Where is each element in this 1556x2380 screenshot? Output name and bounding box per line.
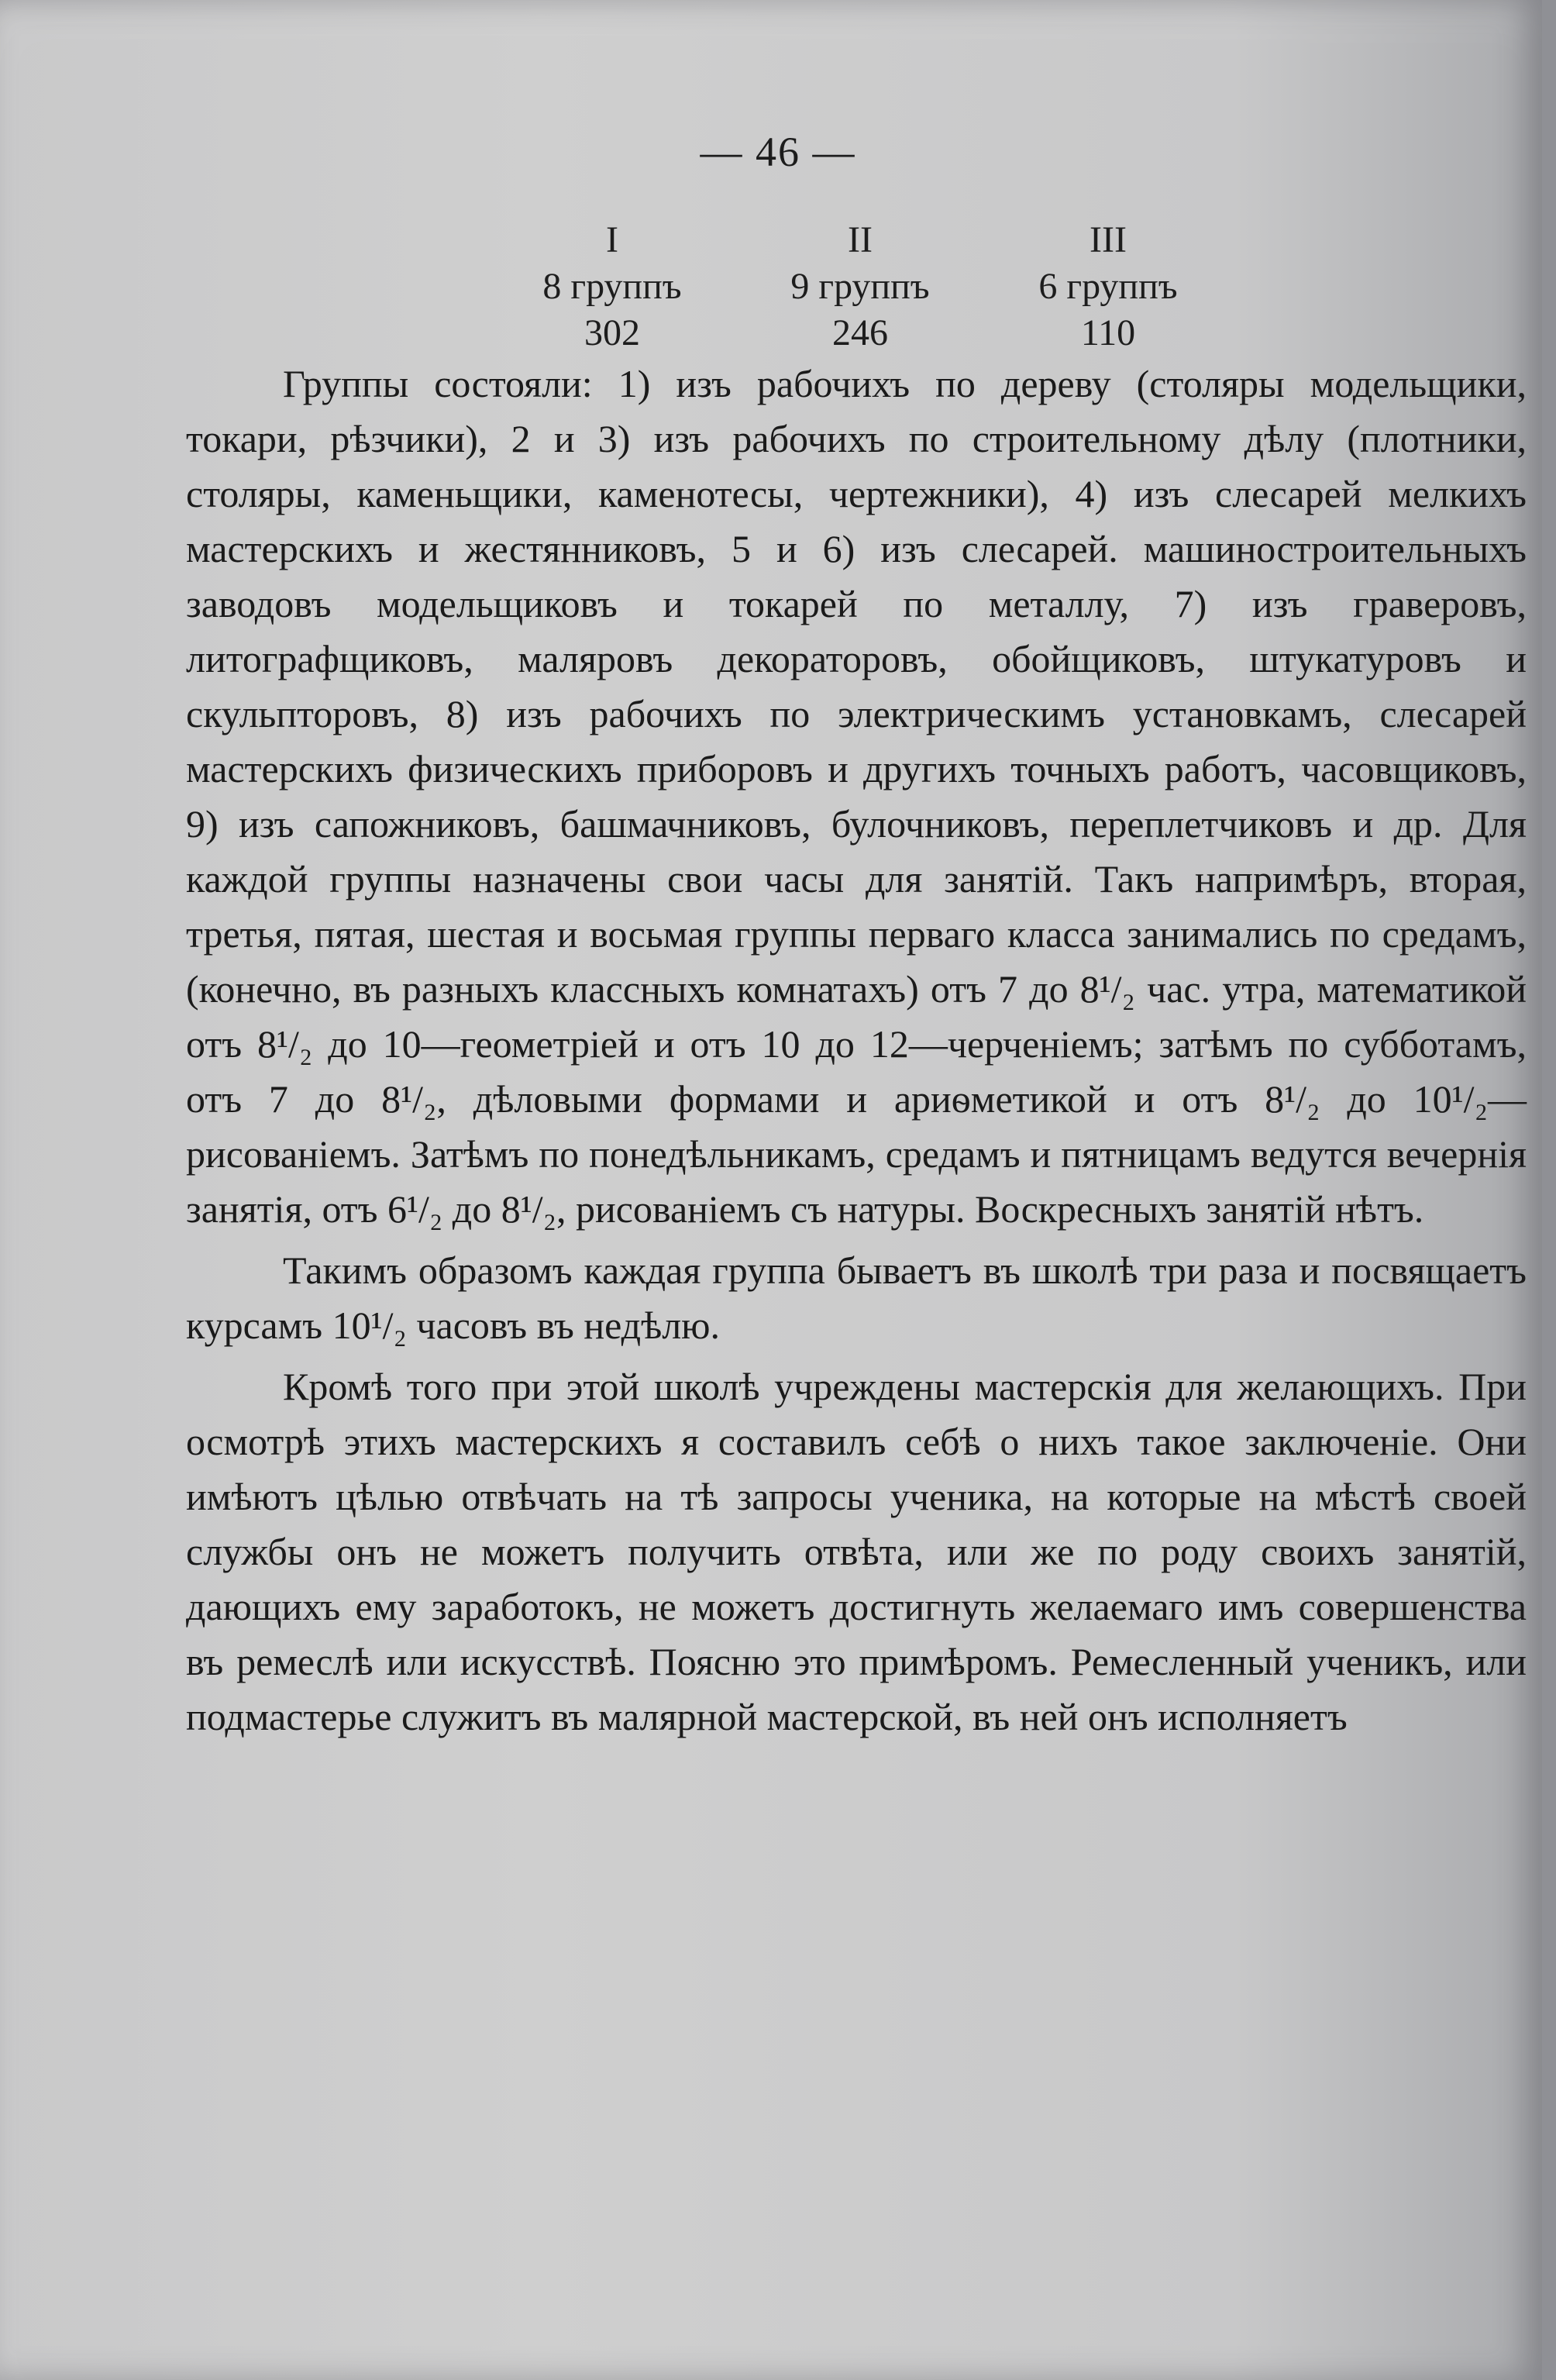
group-count-3: 6 группъ — [1038, 266, 1178, 307]
paragraph-weekly-hours: Такимъ образомъ каждая группа бываетъ въ школѣ три раза и посвящаетъ курсамъ 10¹/₂ часовъ въ недѣлю. — [186, 1249, 1527, 1347]
group-count-1: 8 группъ — [542, 266, 682, 307]
table-header-row — [496, 217, 1224, 263]
class-header-1: I — [606, 219, 618, 260]
group-count-2: 9 группъ — [790, 266, 930, 307]
table-groups-row — [496, 263, 1224, 310]
paragraph-groups: Группы состояли: 1) изъ рабочихъ по дереву (столяры модельщики, токари, рѣзчики), 2 и 3) изъ рабочихъ по строительному дѣлу (плотники, столяры, каменьщики, каменотесы, чертежники), 4) изъ слесарей мелкихъ мастерскихъ и жестянниковъ, 5 и 6) изъ слесарей. машиностроительныхъ заводовъ модельщиковъ и токарей по металлу, 7) изъ граверовъ, литографщиковъ, маляровъ декораторовъ, обойщиковъ, штукатуровъ и скульпторовъ, 8) изъ рабочихъ по электрическимъ установкамъ, слесарей мастерскихъ физическихъ приборовъ и другихъ точныхъ работъ, часовщиковъ, 9) изъ сапожниковъ, башмачниковъ, булочниковъ, переплетчиковъ и др. Для каждой группы назначены свои часы для занятій. Такъ напримѣръ, вторая, третья, пятая, шестая и восьмая группы перваго класса занимались по средамъ, (конечно, въ разныхъ классныхъ комнатахъ) отъ 7 до 8¹/₂ час. утра, математикой отъ 8¹/₂ до 10—геометріей и отъ 10 до 12—черченіемъ; затѣмъ по субботамъ, отъ 7 до 8¹/₂, дѣловыми формами и ариѳметикой и отъ 8¹/₂ до 10¹/₂—рисованіемъ. Затѣмъ по понедѣльникамъ, средамъ и пятницамъ ведутся вечернія занятія, отъ 6¹/₂ до 8¹/₂, рисованіемъ съ натуры. Воскресныхъ занятій нѣтъ. — [186, 362, 1527, 1231]
student-count-3: 110 — [1080, 312, 1136, 353]
student-count-1: 302 — [584, 312, 640, 353]
table-students-row — [496, 310, 1224, 356]
page-number: — 46 — — [700, 129, 856, 175]
class-header-3: III — [1090, 219, 1127, 260]
student-count-2: 246 — [832, 312, 888, 353]
paragraph-workshops: Кромѣ того при этой школѣ учреждены мастерскія для желающихъ. При осмотрѣ этихъ мастерскихъ я составилъ себѣ о нихъ такое заключеніе. Они имѣютъ цѣлью отвѣчать на тѣ запросы ученика, на которые на мѣстѣ своей службы онъ не можетъ получить отвѣта, или же по роду своихъ занятій, дающихъ ему заработокъ, не можетъ достигнуть желаемаго имъ совершенства въ ремеслѣ или искусствѣ. Поясню это примѣромъ. Ремесленный ученикъ, или подмастерье служитъ въ малярной мастерской, въ ней онъ исполняетъ — [186, 1365, 1527, 1738]
body-text — [186, 356, 1527, 1745]
groups-table — [496, 217, 1224, 356]
class-header-2: II — [848, 219, 873, 260]
